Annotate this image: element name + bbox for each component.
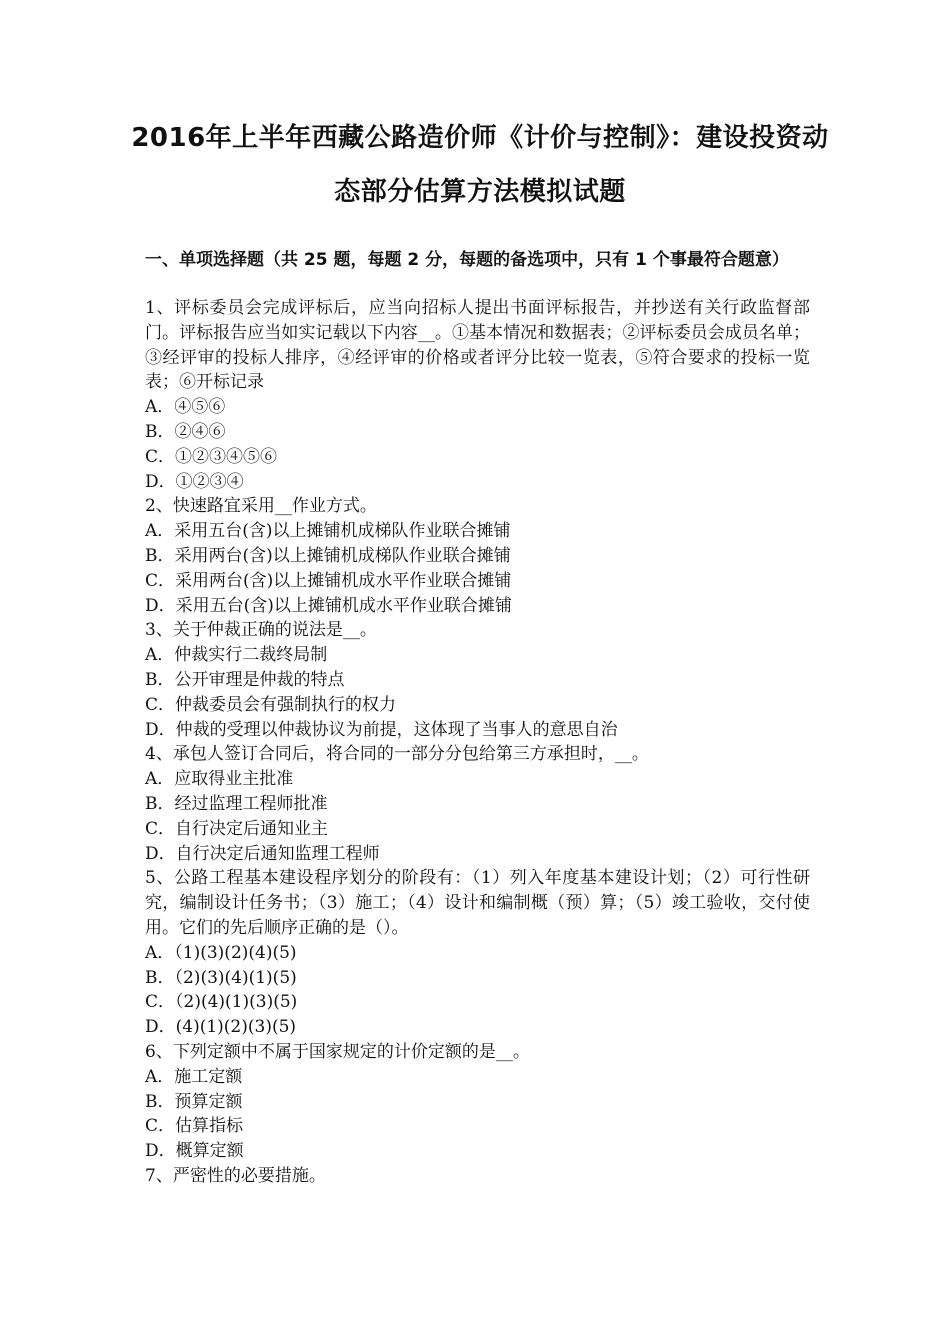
question-3-stem: 3、关于仲裁正确的说法是__。 [145,620,377,641]
question-4-stem: 4、承包人签订合同后，将合同的一部分分包给第三方承担时，__。 [145,744,649,765]
question-4-option-d: D．自行决定后通知监理工程师 [145,843,380,864]
question-1-option-d: D．①②③④ [145,471,244,492]
question-3-option-b: B．公开审理是仲裁的特点 [145,669,345,690]
question-3-option-c: C．仲裁委员会有强制执行的权力 [145,694,397,715]
question-3-option-d: D．仲裁的受理以仲裁协议为前提，这体现了当事人的意思自治 [145,719,618,740]
question-4-option-c: C．自行决定后通知业主 [145,818,329,839]
question-6-option-a: A．施工定额 [145,1066,243,1087]
question-7-stem: 7、严密性的必要措施。 [145,1165,326,1186]
question-1-stem: 1、评标委员会完成评标后，应当向招标人提出书面评标报告，并抄送有关行政监督部门。评标报告应当如实记载以下内容__。①基本情况和数据表；②评标委员会成员名单；③经评审的投标人排序，④经评审的价格或者评分比较一览表，⑤符合要求的投标一览表；⑥开标记录 [145,298,810,393]
question-list [145,296,810,1189]
question-1-option-c: C．①②③④⑤⑥ [145,446,278,467]
question-6-option-c: C．估算指标 [145,1116,244,1137]
question-6-option-d: D．概算定额 [145,1141,244,1162]
question-4-option-a: A．应取得业主批准 [145,769,294,790]
question-5-option-b: B．（2)(3)(4)(1)(5) [145,967,297,988]
question-5-stem: 5、公路工程基本建设程序划分的阶段有：（1）列入年度基本建设计划；（2）可行性研究，编制设计任务书；（3）施工；（4）设计和编制概（预）算；（5）竣工验收，交付使用。它们的先后顺序正确的是（）。 [145,868,810,938]
question-1-option-a: A．④⑤⑥ [145,397,226,418]
question-2-option-b: B．采用两台(含)以上摊铺机成梯队作业联合摊铺 [145,545,511,566]
question-5-option-a: A．（1)(3)(2)(4)(5) [145,942,297,963]
question-3-option-a: A．仲裁实行二裁终局制 [145,645,328,666]
question-1-option-b: B．②④⑥ [145,421,226,442]
question-2-option-c: C．采用两台(含)以上摊铺机成水平作业联合摊铺 [145,570,512,591]
question-2-option-d: D．采用五台(含)以上摊铺机成水平作业联合摊铺 [145,595,512,616]
question-4-option-b: B．经过监理工程师批准 [145,793,328,814]
question-5-option-c: C．（2)(4)(1)(3)(5) [145,992,298,1013]
question-5-option-d: D．(4)(1)(2)(3)(5) [145,1017,297,1038]
question-2-option-a: A．采用五台(含)以上摊铺机成梯队作业联合摊铺 [145,521,511,542]
section-heading: 一、单项选择题（共 25 题，每题 2 分，每题的备选项中，只有 1 个事最符合题意） [145,250,789,270]
document-title-line-2: 态部分估算方法模拟试题 [334,177,626,207]
question-6-option-b: B．预算定额 [145,1091,243,1112]
question-6-stem: 6、下列定额中不属于国家规定的计价定额的是__。 [145,1041,530,1062]
question-2-stem: 2、快速路宜采用__作业方式。 [145,496,377,517]
document-title-line-1: 2016年上半年西藏公路造价师《计价与控制》：建设投资动 [131,123,829,153]
